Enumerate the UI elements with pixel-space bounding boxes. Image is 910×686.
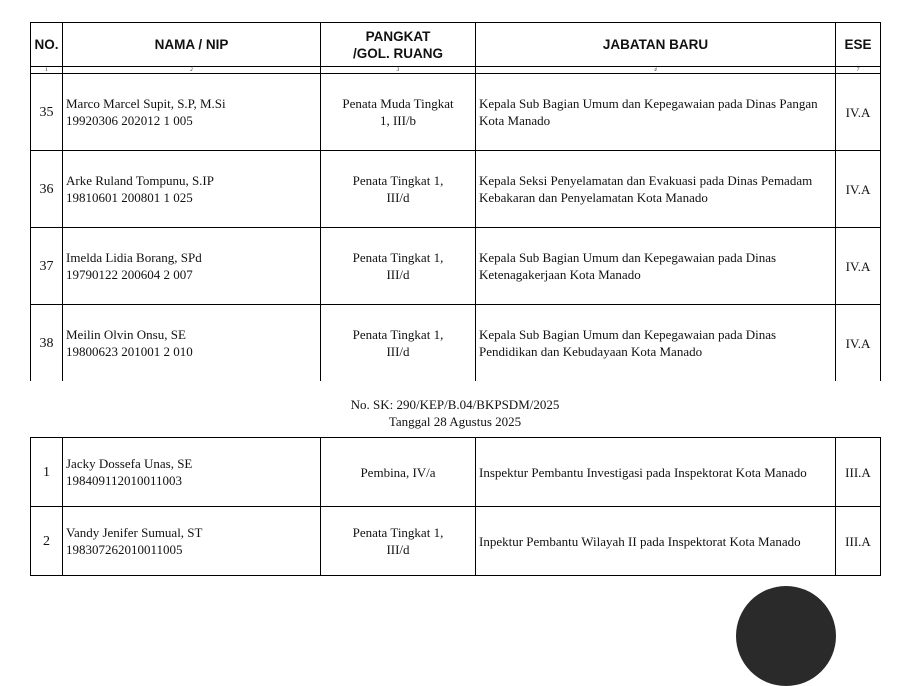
ese-cell: IV.A [836, 228, 881, 305]
name-nip-cell [63, 438, 321, 507]
row-number: 37 [31, 228, 63, 305]
header-row [31, 23, 881, 67]
pangkat-line1: Penata Tingkat 1, [352, 327, 444, 342]
name-nip-cell [63, 228, 321, 305]
header-pangkat-line1: PANGKAT [365, 28, 431, 44]
pangkat-line1: Penata Tingkat 1, [352, 250, 444, 265]
row-number: 36 [31, 151, 63, 228]
column-index: 3 [321, 67, 476, 74]
pangkat-line2: III/d [386, 344, 410, 359]
header-ese: ESE [836, 23, 881, 67]
official-name: Arke Ruland Tompunu, S.IP [66, 173, 214, 188]
jabatan-cell: Inpektur Pembantu Wilayah II pada Inspektorat Kota Manado [476, 507, 836, 576]
row-number: 38 [31, 305, 63, 382]
column-index: 1 [31, 67, 63, 74]
sk-number: No. SK: 290/KEP/B.04/BKPSDM/2025 [350, 397, 560, 412]
pangkat-cell [321, 228, 476, 305]
table-row [31, 151, 881, 228]
name-nip-cell [63, 74, 321, 151]
sk-date: Tanggal 28 Agustus 2025 [388, 414, 522, 429]
name-nip-cell [63, 305, 321, 382]
official-name: Imelda Lidia Borang, SPd [66, 250, 202, 265]
jabatan-cell: Kepala Sub Bagian Umum dan Kepegawaian pada Dinas Pangan Kota Manado [476, 74, 836, 151]
pangkat-line2: III/d [386, 542, 410, 557]
official-nip: 198307262010011005 [66, 542, 183, 557]
ese-cell: IV.A [836, 305, 881, 382]
pangkat-cell [321, 507, 476, 576]
ese-cell: IV.A [836, 74, 881, 151]
jabatan-cell: Inspektur Pembantu Investigasi pada Inspektorat Kota Manado [476, 438, 836, 507]
ese-cell: III.A [836, 507, 881, 576]
official-name: Vandy Jenifer Sumual, ST [66, 525, 203, 540]
official-nip: 19810601 200801 1 025 [66, 190, 193, 205]
official-nip: 19790122 200604 2 007 [66, 267, 193, 282]
official-name: Marco Marcel Supit, S.P, M.Si [66, 96, 226, 111]
official-nip: 19800623 201001 2 010 [66, 344, 193, 359]
table-row [31, 438, 881, 507]
header-pangkat-line2: /GOL. RUANG [353, 45, 443, 61]
pangkat-line1: Penata Tingkat 1, [352, 525, 444, 540]
pangkat-line1: Penata Muda Tingkat [342, 96, 454, 111]
name-nip-cell [63, 151, 321, 228]
name-nip-cell [63, 507, 321, 576]
table-row [31, 74, 881, 151]
header-nama-nip: NAMA / NIP [63, 23, 321, 67]
pangkat-cell [321, 151, 476, 228]
ese-cell: IV.A [836, 151, 881, 228]
jabatan-cell: Kepala Sub Bagian Umum dan Kepegawaian pada Dinas Pendidikan dan Kebudayaan Kota Manado [476, 305, 836, 382]
table-row [31, 507, 881, 576]
column-index: 2 [63, 67, 321, 74]
row-number: 1 [31, 438, 63, 507]
row-number: 2 [31, 507, 63, 576]
pangkat-line2: 1, III/b [379, 113, 417, 128]
pangkat-line2: III/d [386, 267, 410, 282]
officials-table-1 [30, 22, 881, 381]
jabatan-cell: Kepala Sub Bagian Umum dan Kepegawaian pada Dinas Ketenagakerjaan Kota Manado [476, 228, 836, 305]
floating-action-button[interactable] [736, 586, 836, 686]
pangkat-cell [321, 74, 476, 151]
column-index: 7 [836, 67, 881, 74]
header-pangkat [321, 23, 476, 67]
header-jabatan: JABATAN BARU [476, 23, 836, 67]
pangkat-cell [321, 438, 476, 507]
table-row [31, 305, 881, 382]
pangkat-line1: Pembina, IV/a [360, 464, 436, 480]
officials-table-2 [30, 437, 881, 576]
column-index-row [31, 67, 881, 74]
table-row [31, 228, 881, 305]
ese-cell: III.A [836, 438, 881, 507]
pangkat-line1: Penata Tingkat 1, [352, 173, 444, 188]
official-name: Meilin Olvin Onsu, SE [66, 327, 186, 342]
official-nip: 198409112010011003 [66, 473, 183, 488]
header-no: NO. [31, 23, 63, 67]
pangkat-cell [321, 305, 476, 382]
row-number: 35 [31, 74, 63, 151]
jabatan-cell: Kepala Seksi Penyelamatan dan Evakuasi pada Dinas Pemadam Kebakaran dan Penyelamatan Kota Manado [476, 151, 836, 228]
column-index: 4 [476, 67, 836, 74]
official-name: Jacky Dossefa Unas, SE [66, 456, 193, 471]
official-nip: 19920306 202012 1 005 [66, 113, 193, 128]
pangkat-line2: III/d [386, 190, 410, 205]
